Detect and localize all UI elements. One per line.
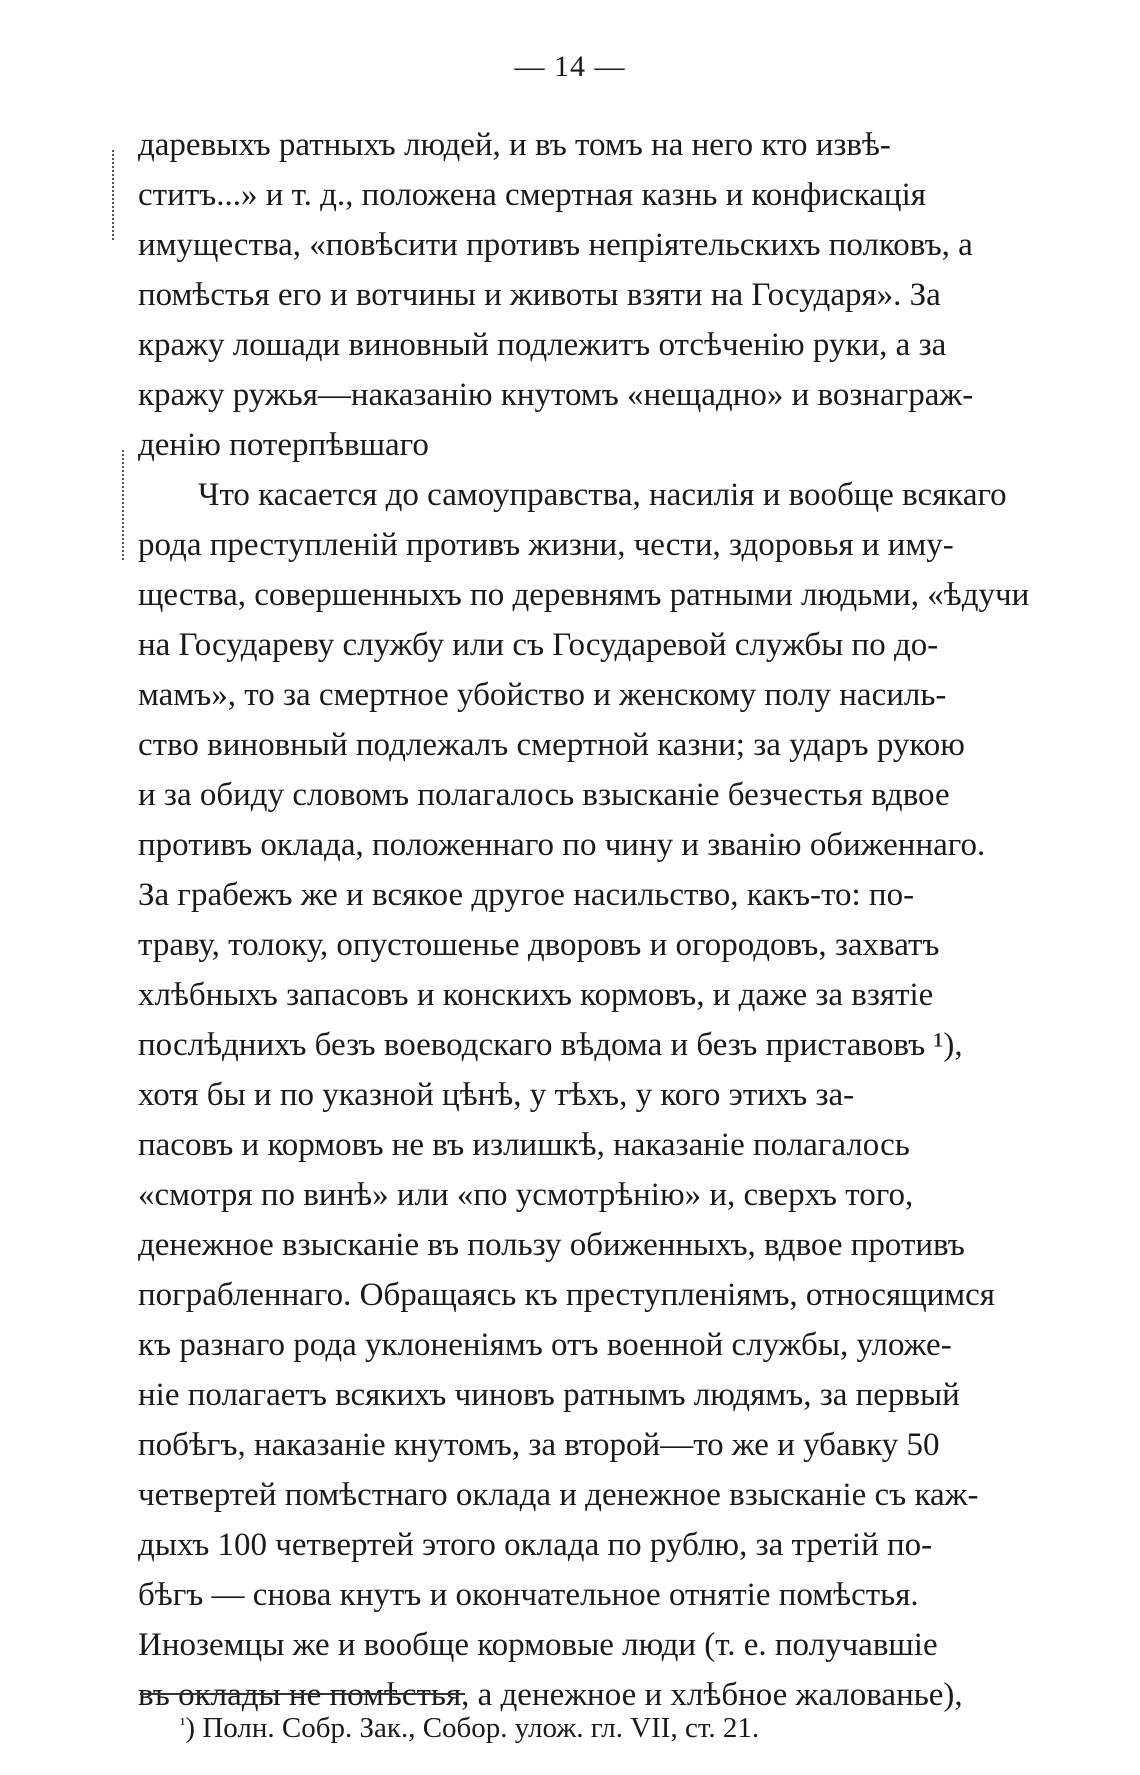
text-line: мамъ», то за смертное убойство и женскому полу насиль- [138,677,947,713]
text-line: на Государеву службу или съ Государевой службы по до- [138,627,939,663]
text-line: кражу ружья—наказанію кнутомъ «нещадно» и вознаграж- [138,377,974,413]
text-line: пасовъ и кормовъ не въ излишкѣ, наказаніе полагалось [138,1127,910,1163]
text-line: побѣгъ, наказаніе кнутомъ, за второй—то же и убавку 50 [138,1427,940,1463]
text-line: помѣстья его и вотчины и животы взяти на Государя». За [138,277,941,313]
page-number: — 14 — [514,50,626,83]
text-line: даревыхъ ратныхъ людей, и въ томъ на него кто извѣ- [138,127,891,163]
text-line: денію потерпѣвшаго [138,427,429,463]
text-line: денежное взысканіе въ пользу обиженныхъ, вдвое противъ [138,1227,965,1263]
text-line: ство виновный подлежалъ смертной казни; за ударъ рукою [138,727,965,763]
text-line: дыхъ 100 четвертей этого оклада по рублю, за третій по- [138,1527,933,1563]
footnote [180,1708,759,1748]
text-line: Что касается до самоуправства, насилія и вообще всякаго [198,477,1007,513]
text-line: ніе полагаетъ всякихъ чиновъ ратнымъ людямъ, за первый [138,1377,960,1413]
footnote-marker: ¹ [180,1714,186,1734]
text-line: четвертей помѣстнаго оклада и денежное взысканіе съ каж- [138,1477,979,1513]
text-line: хотя бы и по указной цѣнѣ, у тѣхъ, у кого этихъ за- [138,1077,855,1113]
footnote-text: ) Полн. Собр. Зак., Собор. улож. гл. VII, ст. 21. [185,1712,760,1744]
text-line: бѣгъ — снова кнутъ и окончательное отнятіе помѣстья. [138,1577,919,1613]
margin-pencil-mark [112,150,114,240]
text-line: рода преступленій противъ жизни, чести, здоровья и иму- [138,527,954,563]
text-line: кражу лошади виновный подлежитъ отсѣченію руки, а за [138,327,947,363]
text-line: ститъ...» и т. д., положена смертная казнь и конфискація [138,177,926,213]
text-line: За грабежъ же и всякое другое насильство, какъ-то: по- [138,877,915,913]
body-text [138,120,1140,1720]
text-line: хлѣбныхъ запасовъ и конскихъ кормовъ, и даже за взятіе [138,977,934,1013]
text-line: послѣднихъ безъ воеводскаго вѣдома и безъ приставовъ ¹), [138,1027,963,1063]
text-line: «смотря по винѣ» или «по усмотрѣнію» и, сверхъ того, [138,1177,914,1213]
text-line: пограбленнаго. Обращаясь къ преступленіямъ, относящимся [138,1277,995,1313]
text-line: къ разнаго рода уклоненіямъ отъ военной службы, уложе- [138,1327,952,1363]
text-line: противъ оклада, положеннаго по чину и званію обиженнаго. [138,827,986,863]
margin-pencil-mark [122,450,124,560]
text-line: въ оклады не помѣстья, а денежное и хлѣбное жалованье), [138,1677,963,1713]
text-line: имущества, «повѣсити противъ непріятельскихъ полковъ, а [138,227,973,263]
footnote-rule [140,1693,465,1695]
text-line: и за обиду словомъ полагалось взысканіе безчестья вдвое [138,777,950,813]
text-line: щества, совершенныхъ по деревнямъ ратными людьми, «ѣдучи [138,577,1030,613]
text-line: траву, толоку, опустошенье дворовъ и огородовъ, захватъ [138,927,940,963]
text-line: Иноземцы же и вообще кормовые люди (т. е. получавшіе [138,1627,938,1663]
